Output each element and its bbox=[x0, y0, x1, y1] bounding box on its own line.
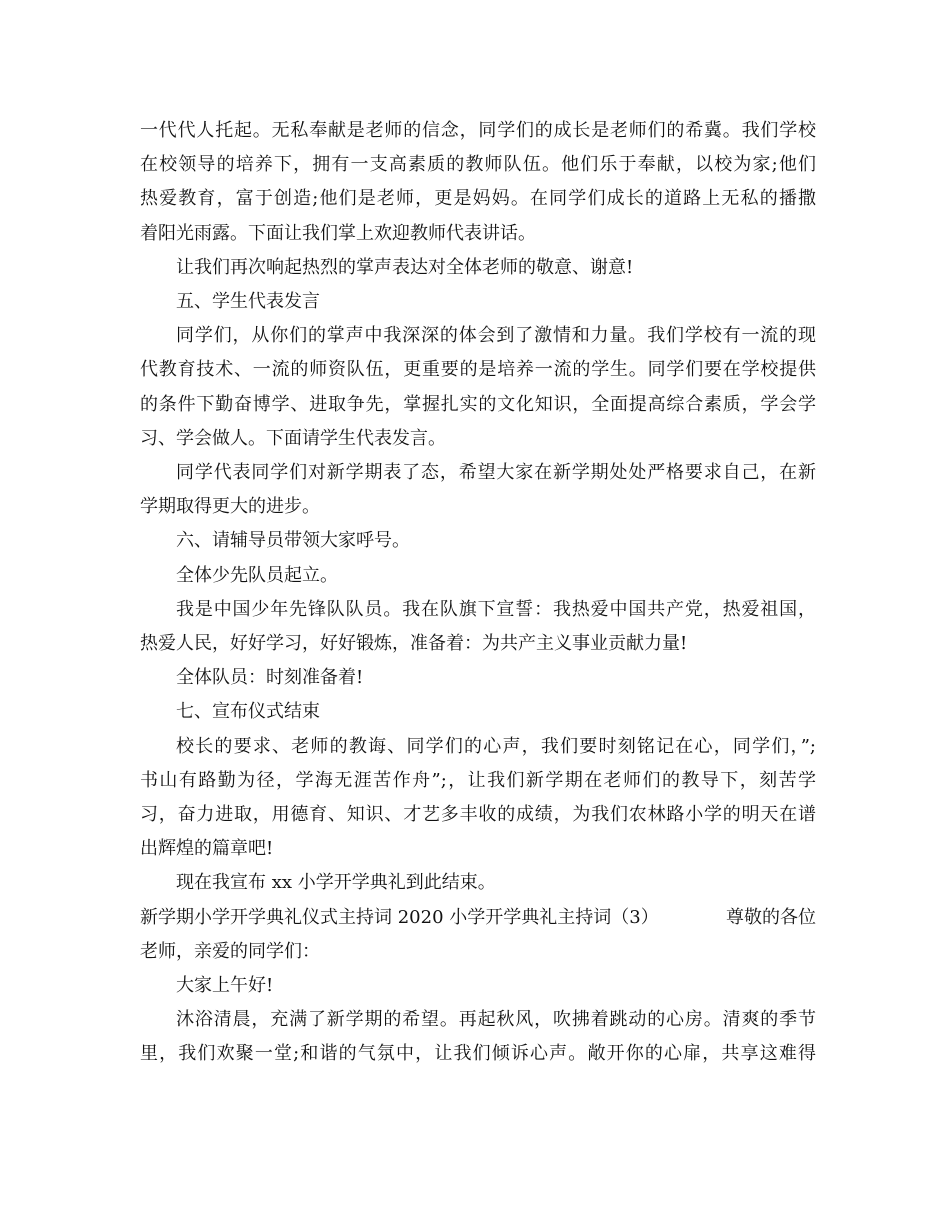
text-line: 全体队员：时刻准备着! bbox=[176, 667, 364, 689]
text-line: 习、学会做人。下面请学生代表发言。 bbox=[140, 427, 446, 449]
text-line: 老师，亲爱的同学们： bbox=[140, 940, 320, 962]
text-line: 书山有路勤为径，学海无涯苦作舟”;，让我们新学期在老师们的教导下，刻苦学 bbox=[140, 769, 816, 791]
text-line: 现在我宣布 xx 小学开学典礼到此结束。 bbox=[176, 872, 496, 894]
text-line: 着阳光雨露。下面让我们掌上欢迎教师代表讲话。 bbox=[140, 222, 536, 244]
section-heading-title: 新学期小学开学典礼仪式主持词 2020 小学开学典礼主持词（3） bbox=[140, 906, 659, 928]
text-line: 七、宣布仪式结束 bbox=[176, 701, 320, 723]
text-line: 在校领导的培养下，拥有一支高素质的教师队伍。他们乐于奉献，以校为家;他们 bbox=[140, 154, 816, 176]
text-line: 同学代表同学们对新学期表了态，希望大家在新学期处处严格要求自己，在新 bbox=[176, 462, 816, 484]
text-line: 热爱人民，好好学习，好好锻炼，准备着：为共产主义事业贡献力量! bbox=[140, 633, 688, 655]
document-body bbox=[140, 114, 816, 1072]
text-line: 里，我们欢聚一堂;和谐的气氛中，让我们倾诉心声。敞开你的心扉，共享这难得 bbox=[140, 1043, 816, 1065]
text-line: 沐浴清晨，充满了新学期的希望。再起秋风，吹拂着跳动的心房。清爽的季节 bbox=[176, 1009, 816, 1031]
text-line: 大家上午好! bbox=[176, 975, 274, 997]
text-line: 学期取得更大的进步。 bbox=[140, 496, 320, 518]
text-line: 出辉煌的篇章吧! bbox=[140, 838, 274, 860]
text-line: 的条件下勤奋博学、进取争先，掌握扎实的文化知识，全面提高综合素质，学会学 bbox=[140, 393, 816, 415]
text-block-main bbox=[140, 114, 816, 901]
text-line: 同学们，从你们的掌声中我深深的体会到了激情和力量。我们学校有一流的现 bbox=[176, 325, 816, 347]
text-block-continued bbox=[140, 935, 816, 1072]
text-line: 全体少先队员起立。 bbox=[176, 564, 338, 586]
section-heading-continuation: 尊敬的各位 bbox=[726, 906, 816, 928]
text-line: 一代代人托起。无私奉献是老师的信念，同学们的成长是老师们的希冀。我们学校 bbox=[140, 120, 816, 141]
section-heading-line bbox=[140, 901, 816, 935]
text-line: 五、学生代表发言 bbox=[176, 291, 320, 313]
text-line: 我是中国少年先锋队队员。我在队旗下宣誓：我热爱中国共产党，热爱祖国， bbox=[176, 598, 816, 620]
text-line: 校长的要求、老师的教诲、同学们的心声，我们要时刻铭记在心，同学们，”; bbox=[176, 735, 816, 757]
text-line: 六、请辅导员带领大家呼号。 bbox=[176, 530, 410, 552]
text-line: 让我们再次响起热烈的掌声表达对全体老师的敬意、谢意! bbox=[176, 256, 634, 278]
text-line: 热爱教育，富于创造;他们是老师，更是妈妈。在同学们成长的道路上无私的播撒 bbox=[140, 188, 816, 210]
text-line: 代教育技术、一流的师资队伍，更重要的是培养一流的学生。同学们要在学校提供 bbox=[140, 359, 816, 381]
text-line: 习，奋力进取，用德育、知识、才艺多丰收的成绩，为我们农林路小学的明天在谱 bbox=[140, 804, 816, 826]
